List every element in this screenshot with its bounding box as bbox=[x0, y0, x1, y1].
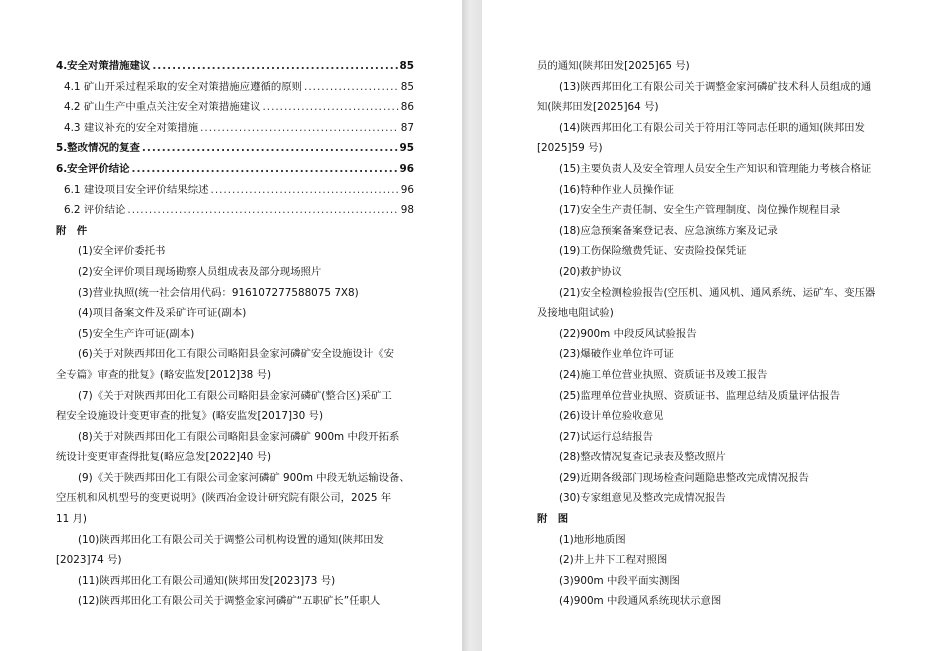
list-item: (6)关于对陕西邦田化工有限公司略阳县金家河磷矿安全设施设计《安 bbox=[78, 348, 395, 361]
list-item: 程安全设施设计变更审查的批复》(略安监发[2017]30 号) bbox=[56, 410, 323, 423]
list-item: 员的通知(陕邦田发[2025]65 号) bbox=[537, 60, 690, 72]
list-item: 及接地电阻试验) bbox=[537, 307, 614, 320]
list-item: (29)近期各级部门现场检查问题隐患整改完成情况报告 bbox=[559, 471, 809, 484]
toc-leader bbox=[211, 180, 399, 201]
list-item: 知(陕邦田发[2025]64 号) bbox=[537, 101, 659, 114]
toc-entry[interactable] bbox=[56, 77, 414, 98]
toc-title: 4.2 矿山生产中重点关注安全对策措施建议 bbox=[64, 101, 261, 114]
list-item: (9)《关于陕西邦田化工有限公司金家河磷矿 900m 中段无轨运输设备、 bbox=[78, 471, 410, 484]
left-page bbox=[0, 0, 462, 651]
list-item: [2025]59 号) bbox=[537, 142, 603, 155]
list-item: (5)安全生产许可证(副本) bbox=[78, 327, 195, 340]
toc-page-number: 85 bbox=[399, 60, 414, 72]
toc-entry[interactable] bbox=[56, 118, 414, 139]
figures-heading: 附 图 bbox=[537, 513, 569, 526]
toc-title: 6.1 建设项目安全评价结果综述 bbox=[64, 183, 209, 196]
list-item: (22)900m 中段反风试验报告 bbox=[559, 327, 697, 340]
toc-page-number: 96 bbox=[399, 162, 414, 175]
toc-title: 4.3 建议补充的安全对策措施 bbox=[64, 121, 199, 134]
toc-entry[interactable] bbox=[56, 138, 414, 159]
list-item: (23)爆破作业单位许可证 bbox=[559, 348, 674, 361]
list-item: (3)营业执照(统一社会信用代码：916107277588075 7X8) bbox=[78, 286, 359, 299]
attachments-heading: 附 件 bbox=[56, 224, 88, 237]
toc-leader bbox=[262, 97, 398, 118]
list-item: (17)安全生产责任制、安全生产管理制度、岗位操作规程目录 bbox=[559, 204, 841, 217]
list-item: (26)设计单位验收意见 bbox=[559, 410, 664, 423]
list-item: (18)应急预案备案登记表、应急演练方案及记录 bbox=[559, 224, 778, 237]
toc-leader bbox=[152, 56, 397, 77]
list-item: (19)工伤保险缴费凭证、安责险投保凭证 bbox=[559, 245, 747, 258]
toc-page-number: 98 bbox=[400, 204, 414, 217]
toc-title: 6.2 评价结论 bbox=[64, 204, 126, 217]
list-item: (10)陕西邦田化工有限公司关于调整公司机构设置的通知(陕邦田发 bbox=[78, 533, 384, 546]
left-column bbox=[56, 56, 414, 612]
list-item: (16)特种作业人员操作证 bbox=[559, 183, 674, 196]
toc-leader bbox=[127, 200, 398, 221]
toc-leader bbox=[304, 77, 399, 98]
list-item: (24)施工单位营业执照、资质证书及竣工报告 bbox=[559, 368, 768, 381]
attachment-list bbox=[56, 241, 414, 612]
toc-title: 6.安全评价结论 bbox=[56, 162, 130, 175]
toc-page-number: 95 bbox=[399, 142, 414, 155]
list-item: [2023]74 号) bbox=[56, 554, 122, 567]
toc-entry[interactable] bbox=[56, 56, 414, 77]
list-item: (30)专家组意见及整改完成情况报告 bbox=[559, 492, 726, 505]
list-item: (4)900m 中段通风系统现状示意图 bbox=[559, 595, 722, 608]
list-item: (20)救护协议 bbox=[559, 265, 622, 278]
list-item: 11 月) bbox=[56, 513, 87, 526]
list-item: (3)900m 中段平面实测图 bbox=[559, 574, 680, 587]
toc-page-number: 87 bbox=[400, 121, 414, 134]
list-item: (11)陕西邦田化工有限公司通知(陕邦田发[2023]73 号) bbox=[78, 574, 336, 587]
list-item: (2)井上井下工程对照图 bbox=[559, 554, 668, 567]
list-item: 空压机和风机型号的变更说明》(陕西冶金设计研究院有限公司，2025 年 bbox=[56, 492, 392, 505]
list-item: (27)试运行总结报告 bbox=[559, 430, 654, 443]
toc-entry[interactable] bbox=[56, 180, 414, 201]
list-item: (1)地形地质图 bbox=[559, 533, 626, 546]
list-item: (28)整改情况复查记录表及整改照片 bbox=[559, 451, 726, 464]
toc-title: 4.1 矿山开采过程采取的安全对策措施应遵循的原则 bbox=[64, 80, 303, 93]
page-gutter bbox=[462, 0, 482, 651]
toc-entry[interactable] bbox=[56, 159, 414, 180]
list-item: (8)关于对陕西邦田化工有限公司略阳县金家河磷矿 900m 中段开拓系 bbox=[78, 430, 400, 443]
toc-entry[interactable] bbox=[56, 200, 414, 221]
list-item: (25)监理单位营业执照、资质证书、监理总结及质量评估报告 bbox=[559, 389, 841, 402]
toc-entry[interactable] bbox=[56, 97, 414, 118]
toc-leader bbox=[132, 159, 398, 180]
list-item: (2)安全评价项目现场勘察人员组成表及部分现场照片 bbox=[78, 265, 322, 278]
list-item: (12)陕西邦田化工有限公司关于调整金家河磷矿“五职矿长”任职人 bbox=[78, 595, 381, 608]
right-page bbox=[482, 0, 947, 651]
list-item: (21)安全检测检验报告(空压机、通风机、通风系统、运矿车、变压器 bbox=[559, 286, 876, 299]
toc-leader bbox=[142, 138, 398, 159]
toc-title: 5.整改情况的复查 bbox=[56, 142, 140, 155]
list-item: (15)主要负责人及安全管理人员安全生产知识和管理能力考核合格证 bbox=[559, 162, 872, 175]
list-item: (7)《关于对陕西邦田化工有限公司略阳县金家河磷矿(整合区)采矿工 bbox=[78, 389, 392, 402]
list-item: 统设计变更审查得批复(略应急发[2022]40 号) bbox=[56, 451, 272, 464]
toc-leader bbox=[200, 118, 399, 139]
toc-page-number: 85 bbox=[400, 80, 414, 93]
list-item: (1)安全评价委托书 bbox=[78, 245, 166, 258]
toc-page-number: 86 bbox=[400, 101, 414, 114]
list-item: 全专篇》审查的批复》(略安监发[2012]38 号) bbox=[56, 368, 272, 381]
toc-page-number: 96 bbox=[400, 183, 414, 196]
toc-title: 4.安全对策措施建议 bbox=[56, 60, 151, 72]
list-item: (4)项目备案文件及采矿许可证(副本) bbox=[78, 307, 247, 320]
list-item: (14)陕西邦田化工有限公司关于符用江等同志任职的通知(陕邦田发 bbox=[559, 121, 865, 134]
list-item: (13)陕西邦田化工有限公司关于调整金家河磷矿技术科人员组成的通 bbox=[559, 80, 872, 93]
right-column bbox=[537, 56, 897, 612]
